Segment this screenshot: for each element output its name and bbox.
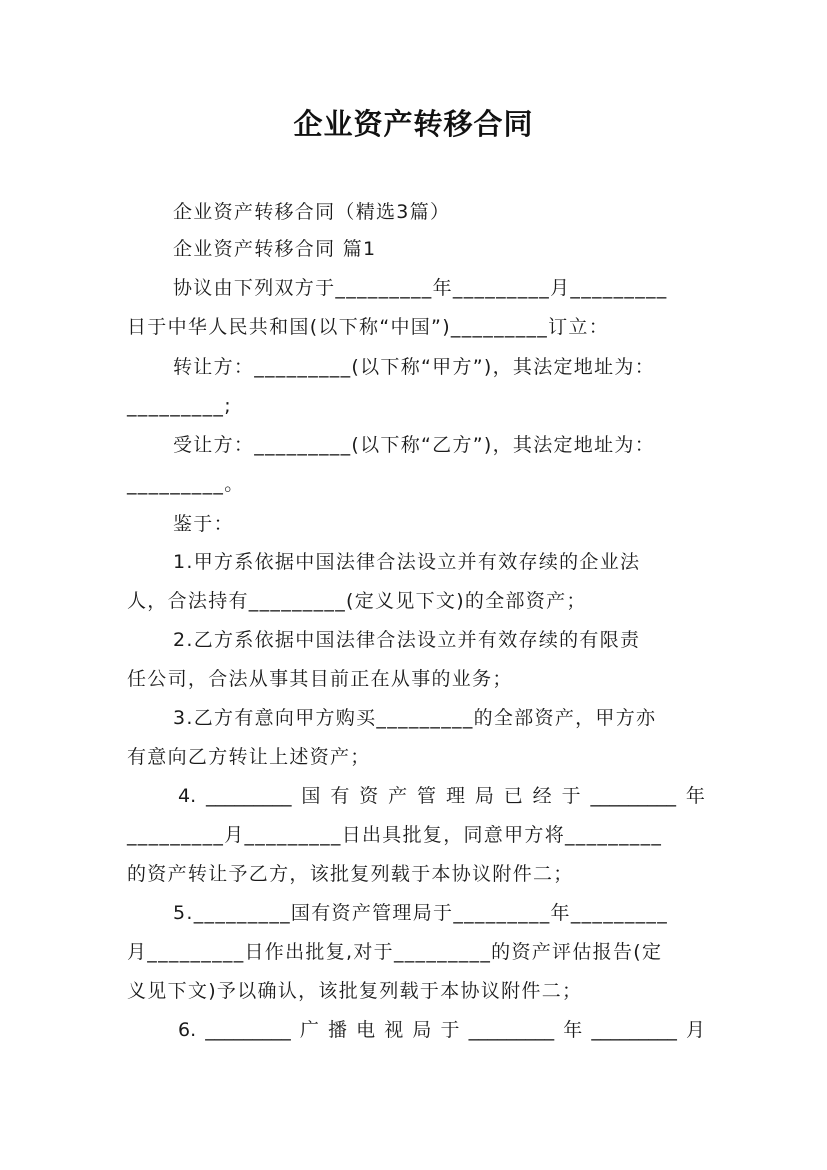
text-segment: _________	[591, 1019, 677, 1041]
section-heading: 企业资产转移合同 篇1	[173, 238, 377, 260]
clause-line: _________月_________日出具批复，同意甲方将_________	[127, 824, 663, 846]
text-segment: 有	[330, 785, 350, 807]
clause-line: 3.乙方有意向甲方购买_________的全部资产，甲方亦	[173, 707, 657, 729]
text-segment: 产	[388, 785, 408, 807]
text-segment: 已	[503, 785, 523, 807]
clause-line: 人，合法持有_________(定义见下文)的全部资产；	[127, 590, 587, 612]
paragraph-line: _________;	[127, 395, 232, 417]
whereas-heading: 鉴于：	[173, 513, 234, 535]
clause-line: 2.乙方系依据中国法律合法设立并有效存续的有限责	[173, 629, 641, 651]
text-segment: 理	[445, 785, 465, 807]
text-segment: 播	[327, 1019, 347, 1041]
text-segment: 于	[561, 785, 581, 807]
transferee-line: 受让方：_________(以下称“乙方”)，其法定地址为：	[173, 434, 656, 456]
clause-line-justified	[178, 783, 705, 809]
clause-line: 任公司，合法从事其目前正在从事的业务；	[127, 668, 513, 690]
text-segment: _________	[468, 1019, 555, 1041]
text-segment: 年	[685, 785, 705, 807]
text-segment: 电	[356, 1019, 376, 1041]
paragraph-line: 日于中华人民共和国(以下称“中国”)_________订立：	[127, 316, 610, 338]
clause-line: 月_________日作出批复,对于_________的资产评估报告(定	[127, 941, 663, 963]
clause-line: 义见下文)予以确认，该批复列载于本协议附件二；	[127, 980, 583, 1002]
text-segment: 4.	[178, 785, 197, 807]
text-segment: 局	[412, 1019, 432, 1041]
clause-line: 有意向乙方转让上述资产；	[127, 746, 371, 768]
subtitle-line: 企业资产转移合同（精选3篇）	[173, 201, 451, 223]
clause-line: 5._________国有资产管理局于_________年_________	[173, 902, 669, 924]
text-segment: _________	[205, 1019, 291, 1041]
text-segment: 6.	[178, 1019, 197, 1041]
text-segment: _________	[590, 785, 676, 807]
text-segment: 管	[417, 785, 437, 807]
clause-line: 1.甲方系依据中国法律合法设立并有效存续的企业法	[173, 551, 641, 573]
text-segment: 资	[359, 785, 379, 807]
clause-line: 的资产转让予乙方，该批复列载于本协议附件二；	[127, 863, 574, 885]
clause-line-justified	[178, 1017, 705, 1043]
paragraph-line: _________。	[127, 473, 245, 495]
text-segment: 广	[299, 1019, 319, 1041]
text-segment: 经	[532, 785, 552, 807]
transferor-line: 转让方：_________(以下称“甲方”)，其法定地址为：	[173, 356, 656, 378]
text-segment: 局	[474, 785, 494, 807]
document-title: 企业资产转移合同	[293, 107, 534, 141]
text-segment: 月	[685, 1019, 705, 1041]
text-segment: 于	[440, 1019, 460, 1041]
text-segment: 年	[563, 1019, 583, 1041]
text-segment: 视	[384, 1019, 404, 1041]
paragraph-line: 协议由下列双方于_________年_________月_________	[173, 277, 668, 299]
text-segment: 国	[301, 785, 321, 807]
text-segment: _________	[206, 785, 292, 807]
